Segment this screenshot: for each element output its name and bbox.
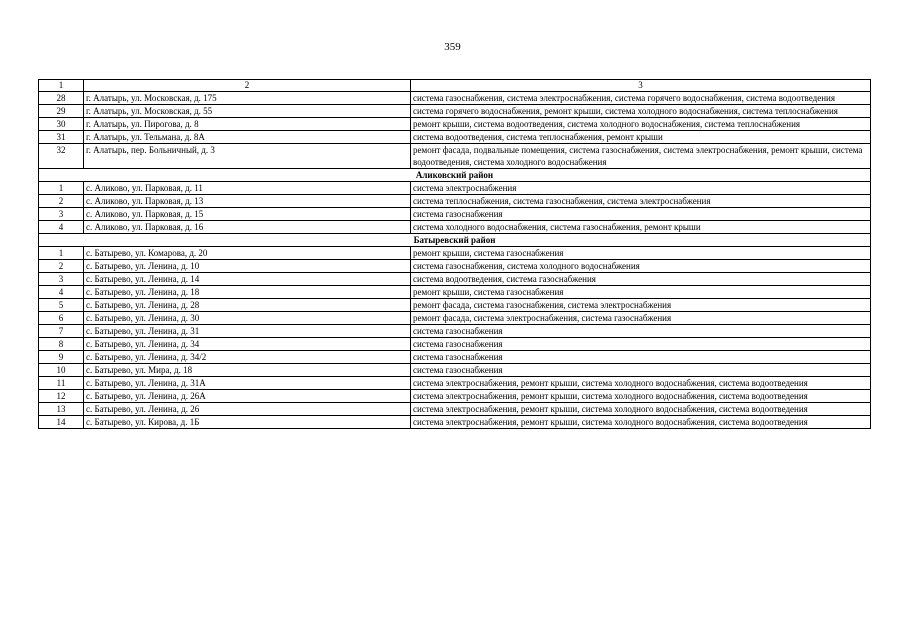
row-address: с. Аликово, ул. Парковая, д. 13 [84, 195, 411, 208]
register-table-body [39, 80, 871, 429]
row-number: 1 [39, 182, 84, 195]
table-row [39, 364, 871, 377]
row-address: с. Батырево, ул. Мира, д. 18 [84, 364, 411, 377]
row-number: 32 [39, 144, 84, 169]
table-row [39, 92, 871, 105]
row-address: с. Батырево, ул. Ленина, д. 10 [84, 260, 411, 273]
table-row [39, 273, 871, 286]
table-row [39, 338, 871, 351]
table-row [39, 208, 871, 221]
row-works: система газоснабжения [411, 364, 871, 377]
row-works: система водоотведения, система газоснабжения [411, 273, 871, 286]
table-row [39, 221, 871, 234]
table-row [39, 118, 871, 131]
row-address: с. Батырево, ул. Кирова, д. 1Б [84, 416, 411, 429]
row-address: с. Батырево, ул. Ленина, д. 31 [84, 325, 411, 338]
row-number: 4 [39, 286, 84, 299]
row-works: система газоснабжения [411, 208, 871, 221]
row-number: 9 [39, 351, 84, 364]
table-row [39, 286, 871, 299]
row-works: ремонт фасада, система газоснабжения, система электроснабжения [411, 299, 871, 312]
row-number: 30 [39, 118, 84, 131]
table-row [39, 144, 871, 169]
row-address: с. Батырево, ул. Ленина, д. 30 [84, 312, 411, 325]
row-works: система газоснабжения, система электроснабжения, система горячего водоснабжения, система водоотведения [411, 92, 871, 105]
row-number: 4 [39, 221, 84, 234]
row-address: с. Батырево, ул. Ленина, д. 14 [84, 273, 411, 286]
row-works: система электроснабжения, ремонт крыши, система холодного водоснабжения, система водоотведения [411, 377, 871, 390]
row-number: 1 [39, 247, 84, 260]
row-works: система газоснабжения, система холодного водоснабжения [411, 260, 871, 273]
table-row [39, 403, 871, 416]
row-number: 31 [39, 131, 84, 144]
row-works: система водоотведения, система теплоснабжения, ремонт крыши [411, 131, 871, 144]
row-address: с. Батырево, ул. Ленина, д. 26А [84, 390, 411, 403]
row-address: г. Алатырь, пер. Больничный, д. 3 [84, 144, 411, 169]
row-works: система горячего водоснабжения, ремонт крыши, система холодного водоснабжения, система теплоснабжения [411, 105, 871, 118]
page-number: 359 [444, 41, 461, 53]
row-works: система теплоснабжения, система газоснабжения, система электроснабжения [411, 195, 871, 208]
row-number: 28 [39, 92, 84, 105]
row-number: 5 [39, 299, 84, 312]
header-col-2: 2 [84, 80, 411, 92]
row-works: система газоснабжения [411, 351, 871, 364]
row-address: с. Аликово, ул. Парковая, д. 16 [84, 221, 411, 234]
row-address: с. Батырево, ул. Ленина, д. 28 [84, 299, 411, 312]
row-number: 13 [39, 403, 84, 416]
row-number: 2 [39, 195, 84, 208]
row-address: с. Батырево, ул. Комарова, д. 20 [84, 247, 411, 260]
row-address: с. Батырево, ул. Ленина, д. 31А [84, 377, 411, 390]
table-row [39, 377, 871, 390]
row-address: с. Батырево, ул. Ленина, д. 26 [84, 403, 411, 416]
table-row [39, 312, 871, 325]
row-works: ремонт крыши, система газоснабжения [411, 286, 871, 299]
section-title: Аликовский район [39, 169, 871, 182]
table-row [39, 390, 871, 403]
row-works: ремонт крыши, система водоотведения, система холодного водоснабжения, система теплоснабжения [411, 118, 871, 131]
row-number: 3 [39, 208, 84, 221]
row-number: 2 [39, 260, 84, 273]
header-col-3: 3 [411, 80, 871, 92]
table-row [39, 351, 871, 364]
row-address: г. Алатырь, ул. Московская, д. 175 [84, 92, 411, 105]
section-title: Батыревский район [39, 234, 871, 247]
row-works: система электроснабжения [411, 182, 871, 195]
row-number: 14 [39, 416, 84, 429]
register-table [38, 79, 871, 429]
row-address: с. Аликово, ул. Парковая, д. 15 [84, 208, 411, 221]
row-address: г. Алатырь, ул. Тельмана, д. 8А [84, 131, 411, 144]
row-number: 12 [39, 390, 84, 403]
row-works: система газоснабжения [411, 338, 871, 351]
row-number: 29 [39, 105, 84, 118]
row-address: с. Батырево, ул. Ленина, д. 18 [84, 286, 411, 299]
header-col-1: 1 [39, 80, 84, 92]
row-number: 7 [39, 325, 84, 338]
row-address: с. Батырево, ул. Ленина, д. 34/2 [84, 351, 411, 364]
table-row [39, 260, 871, 273]
row-address: с. Аликово, ул. Парковая, д. 11 [84, 182, 411, 195]
row-works: ремонт крыши, система газоснабжения [411, 247, 871, 260]
row-works: ремонт фасада, система электроснабжения, система газоснабжения [411, 312, 871, 325]
table-row [39, 247, 871, 260]
row-address: г. Алатырь, ул. Пирогова, д. 8 [84, 118, 411, 131]
table-row [39, 131, 871, 144]
table-header-row [39, 80, 871, 92]
row-address: г. Алатырь, ул. Московская, д. 55 [84, 105, 411, 118]
table-row [39, 105, 871, 118]
row-works: система электроснабжения, ремонт крыши, система холодного водоснабжения, система водоотведения [411, 390, 871, 403]
table-row [39, 325, 871, 338]
row-number: 8 [39, 338, 84, 351]
row-number: 10 [39, 364, 84, 377]
section-row [39, 234, 871, 247]
row-works: система газоснабжения [411, 325, 871, 338]
row-number: 3 [39, 273, 84, 286]
row-number: 11 [39, 377, 84, 390]
row-works: система электроснабжения, ремонт крыши, система холодного водоснабжения, система водоотведения [411, 403, 871, 416]
table-row [39, 416, 871, 429]
row-works: ремонт фасада, подвальные помещения, система газоснабжения, система электроснабжения, ремонт крыши, система водоотведения, система холодного водоснабжения [411, 144, 871, 169]
row-address: с. Батырево, ул. Ленина, д. 34 [84, 338, 411, 351]
section-row [39, 169, 871, 182]
table-row [39, 182, 871, 195]
table-row [39, 299, 871, 312]
row-works: система холодного водоснабжения, система газоснабжения, ремонт крыши [411, 221, 871, 234]
table-row [39, 195, 871, 208]
row-number: 6 [39, 312, 84, 325]
row-works: система электроснабжения, ремонт крыши, система холодного водоснабжения, система водоотведения [411, 416, 871, 429]
